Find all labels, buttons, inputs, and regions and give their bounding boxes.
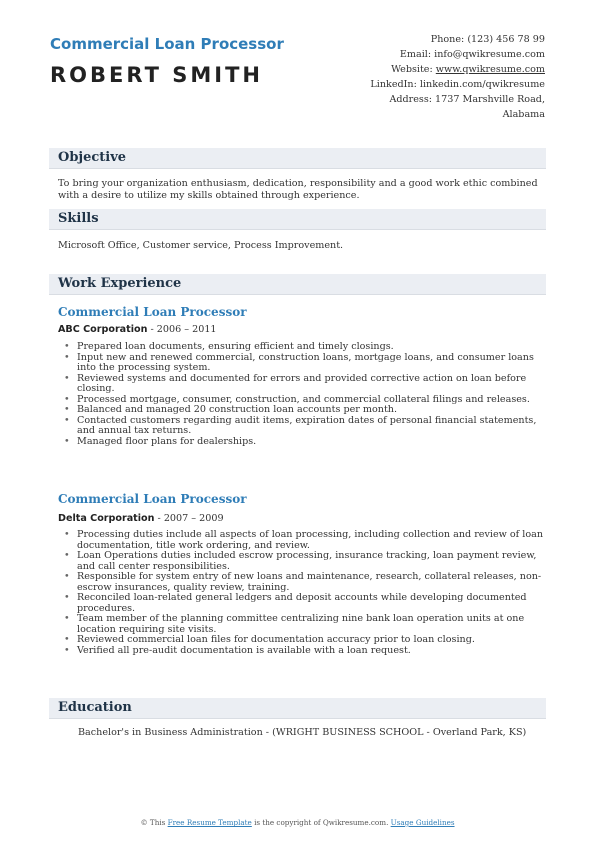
job-1-bullets	[58, 342, 544, 447]
list-item: • Verified all pre-audit documentation is available with a loan request.	[64, 644, 411, 656]
bullet-icon: •	[64, 529, 70, 540]
list-item: • Prepared loan documents, ensuring efficient and timely closings.	[64, 341, 394, 352]
footer	[0, 818, 595, 827]
education-heading: Education	[58, 700, 132, 715]
footer-prefix: © This	[140, 818, 168, 827]
job-2-company: Delta Corporation	[58, 513, 155, 524]
objective-heading: Objective	[58, 150, 127, 165]
bullet-icon: •	[64, 351, 70, 363]
list-item: • Input new and renewed commercial, construction loans, mortgage loans, and consumer loans into the processing system.	[64, 351, 534, 373]
skills-heading: Skills	[58, 211, 99, 226]
job-title: Commercial Loan Processor	[50, 35, 284, 53]
job-1-title: Commercial Loan Processor	[58, 305, 247, 319]
footer-middle: is the copyright of Qwikresume.com.	[251, 818, 391, 827]
bullet-icon: •	[64, 550, 70, 561]
contact-linkedin: LinkedIn: linkedin.com/qwikresume	[370, 79, 545, 90]
usage-guidelines-link[interactable]: Usage Guidelines	[390, 818, 455, 827]
bullet-icon: •	[64, 592, 70, 603]
candidate-name: ROBERT SMITH	[50, 63, 263, 87]
bullet-icon: •	[64, 613, 70, 624]
bullet-icon: •	[64, 404, 70, 415]
list-item: • Processed mortgage, consumer, construction, and commercial collateral filings and releases.	[64, 393, 530, 405]
job-2-title: Commercial Loan Processor	[58, 492, 247, 506]
skills-text: Microsoft Office, Customer service, Process Improvement.	[58, 240, 344, 251]
objective-text: To bring your organization enthusiasm, dedication, responsibility and a good work ethic combined with a desire to utilize my skills obtained through experience.	[58, 178, 538, 201]
bullet-icon: •	[64, 571, 70, 582]
website-prefix: Website:	[391, 64, 436, 75]
work-heading: Work Experience	[58, 276, 182, 291]
list-item: • Balanced and managed 20 construction loan accounts per month.	[64, 404, 398, 415]
bullet-icon: •	[64, 644, 70, 656]
contact-email: Email: info@qwikresume.com	[399, 49, 545, 60]
bullet-icon: •	[64, 414, 70, 426]
work-section-header	[49, 274, 546, 295]
website-link[interactable]: www.qwikresume.com	[435, 64, 545, 75]
contact-website	[305, 62, 545, 77]
list-item: • Managed floor plans for dealerships.	[64, 435, 257, 447]
list-item: • Reconciled loan-related general ledgers and deposit accounts while developing documented procedures.	[64, 592, 527, 614]
job-1-dates: - 2006 – 2011	[147, 324, 217, 335]
list-item: • Contacted customers regarding audit items, expiration dates of personal financial statements, and annual tax returns.	[64, 414, 537, 436]
resume-header	[50, 32, 545, 122]
list-item: • Team member of the planning committee centralizing nine bank loan operation units at one location requiring site visits.	[64, 613, 525, 635]
job-1-company: ABC Corporation	[58, 324, 148, 335]
objective-section-header	[49, 148, 546, 169]
job-2-bullets	[58, 530, 544, 656]
job-1-company-line	[58, 324, 217, 335]
education-section-header	[49, 698, 546, 719]
bullet-icon: •	[64, 393, 70, 405]
contact-address-line2: Alabama	[502, 109, 545, 120]
list-item: • Processing duties include all aspects of loan processing, including collection and review of loan documentation, title work ordering, and review.	[64, 529, 544, 551]
list-item: • Reviewed systems and documented for errors and provided corrective action on loan before closing.	[64, 372, 527, 394]
contact-phone: Phone: (123) 456 78 99	[430, 34, 545, 45]
list-item: • Responsible for system entry of new loans and maintenance, research, collateral releases, non-escrow insurances, quality review, training.	[64, 571, 542, 593]
contact-block	[305, 32, 545, 122]
job-2-company-line	[58, 513, 224, 524]
education-text: Bachelor's in Business Administration - (WRIGHT BUSINESS SCHOOL - Overland Park, KS)	[78, 727, 527, 738]
bullet-icon: •	[64, 372, 70, 384]
bullet-icon: •	[64, 435, 70, 447]
skills-section-header	[49, 209, 546, 230]
bullet-icon: •	[64, 341, 70, 352]
bullet-icon: •	[64, 634, 70, 645]
list-item: • Reviewed commercial loan files for documentation accuracy prior to loan closing.	[64, 634, 475, 645]
job-2-dates: - 2007 – 2009	[154, 513, 224, 524]
list-item: • Loan Operations duties included escrow processing, insurance tracking, loan payment review, and call center responsibilities.	[64, 550, 537, 572]
free-resume-template-link[interactable]: Free Resume Template	[167, 818, 252, 827]
contact-address-line1: Address: 1737 Marshville Road,	[389, 94, 545, 105]
